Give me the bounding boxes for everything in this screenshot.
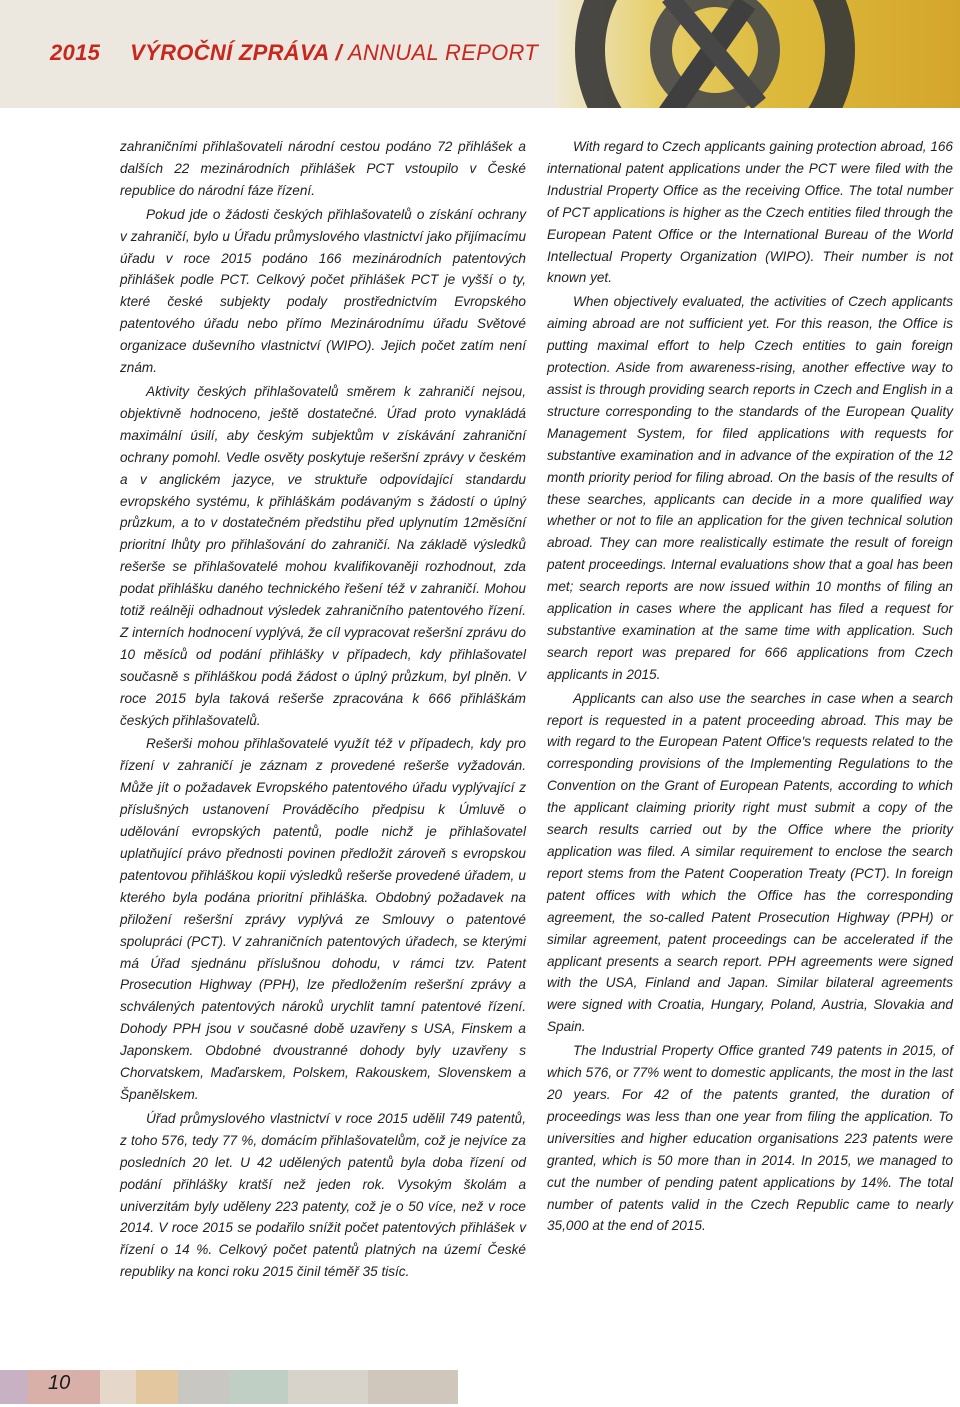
paragraph: Úřad průmyslového vlastnictví v roce 2015 udělil 749 patentů, z toho 576, tedy 77 %, domácím přihlašovatelům, což je nejvíce za posledních 20 let. U 42 udělených patentů byla doba řízení od podání přihlášky kratší než jeden rok. Vysokým školám a univerzitám byly uděleny 223 patenty, což je o 50 více, než v roce 2014. V roce 2015 se podařilo snížit počet patentových přihlášek v řízení o 14 %. Celkový počet patentů platných na území České republiky na konci roku 2015 činil téměř 35 tisíc. <box>120 1110 526 1280</box>
footer-swatch <box>0 1370 28 1404</box>
paragraph: With regard to Czech applicants gaining protection abroad, 166 international patent applications under the PCT were filed with the Industrial Property Office as the receiving Office. The total number of PCT applications is higher as the Czech entities filed through the European Patent Office or the International Bureau of the World Intellectual Property Organization (WIPO). Their number is not known yet. <box>547 139 953 286</box>
paragraph: Aktivity českých přihlašovatelů směrem k zahraničí nejsou, objektivně hodnoceno, ještě dostatečné. Úřad proto vynakládá maximální úsilí, aby českým subjektům v získávání zahraniční ochrany pomohl. Vedle osvěty poskytuje rešeršní zprávy v českém a v anglickém jazyce, ve struktuře odpovídající standardu evropského systému, k přihláškám podávaným s žádostí o úplný průzkum, a to v dostatečném předstihu před uplynutím 12měsíční prioritní lhůty pro přihlašování do zahraničí. Na základě výsledků rešerše se přihlašovatelé mohou kvalifikovaněji rozhodnout, zda podat přihlášku daného technického řešení též v zahraničí. Mohou totiž reálněji odhadnout výsledek zahraničního patentového řízení. Z interních hodnocení vyplývá, že cíl vypracovat rešeršní zprávu do 10 měsíců od podání přihlášky v případech, kdy přihlašovatel současně s přihláškou podá žádost o úplný průzkum, byl plněn. V roce 2015 byla taková rešerše zpracována k 666 přihláškám českých přihlašovatelů. <box>120 383 526 728</box>
paragraph: zahraničními přihlašovateli národní cestou podáno 72 přihlášek a dalších 22 mezinárodních přihlášek PCT vstoupilo v České republice do národní fáze řízení. <box>120 139 526 198</box>
paragraph: When objectively evaluated, the activities of Czech applicants aiming abroad are not sufficient yet. For this reason, the Office is putting maximal effort to help Czech entities to gain foreign protection. Aside from awareness-rising, another effective way to assist is through providing search reports in Czech and English in a structure corresponding to the standards of the European Quality Management System, for filed applications with requests for substantive examination and in advance of the expiration of the 12 month priority period for filing abroad. On the basis of the results of these searches, applicants can decide in a more qualified way whether or not to file an application for the given technical solution abroad. They can more realistically estimate the result of foreign patent proceedings. Internal evaluations show that a goal has been met; search reports are now issued within 10 months of filing an application in cases where the applicant has filed a request for substantive examination at the same time with application. Such search report was prepared for 666 applications from Czech applicants in 2015. <box>547 294 953 682</box>
footer-swatch <box>230 1370 288 1404</box>
footer-swatch <box>368 1370 458 1404</box>
report-title <box>50 40 538 66</box>
report-title-en: ANNUAL REPORT <box>347 40 539 65</box>
english-text-column <box>547 136 953 1239</box>
footer-swatch <box>288 1370 368 1404</box>
footer-swatch <box>136 1370 178 1404</box>
footer-swatch <box>178 1370 230 1404</box>
paragraph: Pokud jde o žádosti českých přihlašovatelů o získání ochrany v zahraničí, bylo u Úřadu průmyslového vlastnictví jako přijímacímu úřadu v roce 2015 podáno 166 mezinárodních patentových přihlášek podle PCT. Celkový počet přihlášek PCT je vyšší o ty, které české subjekty podaly prostřednictvím Evropského patentového úřadu nebo přímo Mezinárodnímu úřadu Světové organizace duševního vlastnictví (WIPO). Jejich počet zatím není znám. <box>120 206 526 376</box>
report-title-cz: VÝROČNÍ ZPRÁVA <box>130 40 330 65</box>
footer-swatch <box>100 1370 136 1404</box>
czech-text-column <box>120 136 526 1285</box>
page-number: 10 <box>48 1372 71 1394</box>
paragraph: Applicants can also use the searches in case when a search report is requested in a patent proceeding abroad. This may be with regard to the European Patent Office's requests related to the corresponding provisions of the Implementing Regulations to the Convention on the Grant of European Patents, according to which the applicant claiming priority right must submit a copy of the search results carried out by the Office where the priority application was filed. A similar requirement to enclose the search report stems from the Patent Cooperation Treaty (PCT). In foreign patent offices with which the Office has the corresponding agreement, the so-called Patent Prosecution Highway (PPH) or similar agreement, patent proceedings can be accelerated if the applicant presents a search report. PPH agreements were signed with the USA, Finland and Japan. Similar bilateral agreements were signed with Croatia, Hungary, Poland, Austria, Slovakia and Spain. <box>547 690 953 1035</box>
paragraph: The Industrial Property Office granted 749 patents in 2015, of which 576, or 77% went to domestic applicants, the most in the last 20 years. For 42 of the patents granted, the duration of proceedings was less than one year from filing the application. To universities and higher education organisations 223 patents were granted, which is 50 more than in 2014. In 2015, we managed to cut the number of pending patent applications by 14%. The total number of patents valid in the Czech Republic came to nearly 35,000 at the end of 2015. <box>547 1043 953 1234</box>
title-separator: / <box>335 40 342 65</box>
footer-color-strip <box>0 1370 960 1404</box>
report-year: 2015 <box>50 40 101 65</box>
header-decorative-image <box>555 0 960 108</box>
page-header <box>0 0 960 108</box>
paragraph: Rešerši mohou přihlašovatelé využít též v případech, kdy pro řízení v zahraničí je záznam z provedené rešerše vyžadován. Může jít o požadavek Evropského patentového úřadu vyplývající z příslušných ustanovení Prováděcího předpisu k Úmluvě o udělování evropských patentů, podle nichž je přihlašovatel uplatňující právo přednosti povinen předložit zároveň s evropskou patentovou přihláškou kopii výsledků rešerše provedené úřadem, u kterého byla podána prioritní přihláška. Obdobný požadavek na přiložení rešeršní zprávy vyplývá ze Smlouvy o patentové spolupráci (PCT). V zahraničních patentových úřadech, se kterými má Úřad sjednánu příslušnou dohodu, v rámci tzv. Patent Prosecution Highway (PPH), lze předložením rešeršní zprávy a schválených patentových nároků urychlit tamní patentové řízení. Dohody PPH jsou v současné době uzavřeny s USA, Finskem a Japonskem. Obdobné dvoustranné dohody byly uzavřeny s Chorvatskem, Maďarskem, Polskem, Rakouskem, Slovenskem a Španělskem. <box>120 736 526 1102</box>
